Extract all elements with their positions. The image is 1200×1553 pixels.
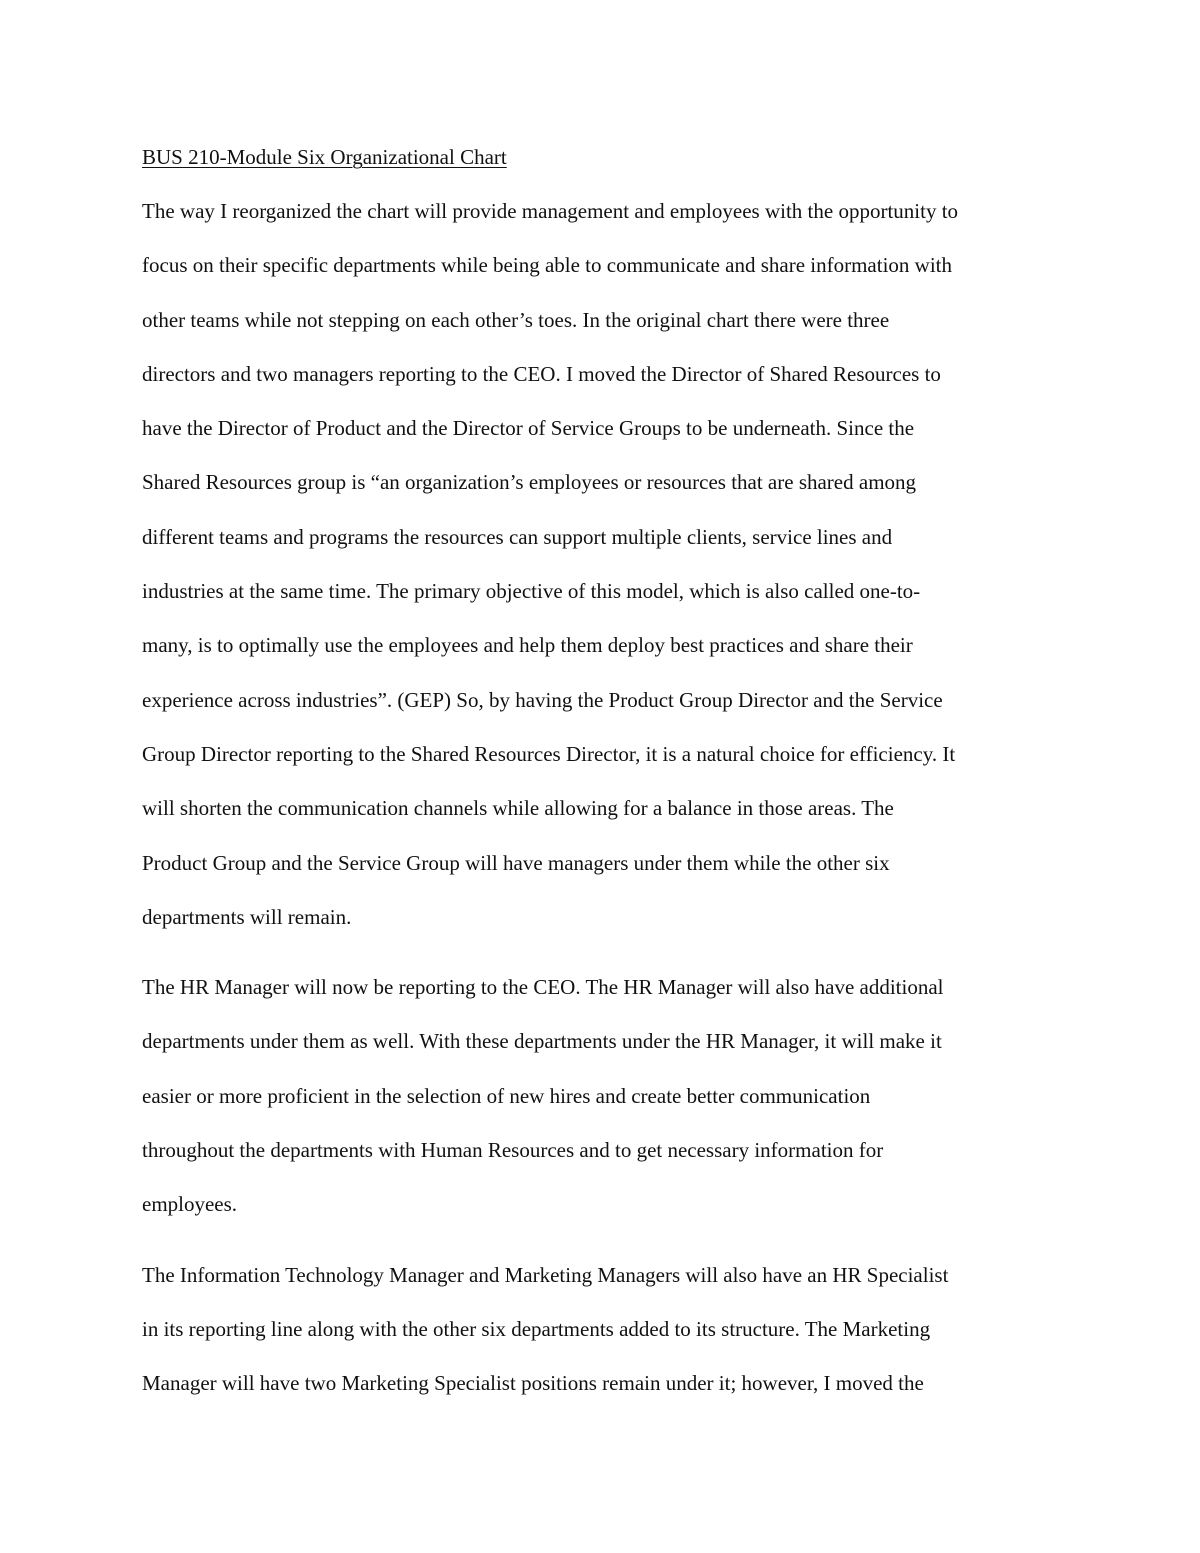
paragraph-line: easier or more proficient in the selection of new hires and create better communication <box>142 1083 871 1108</box>
paragraph-line: industries at the same time. The primary objective of this model, which is also called one-to- <box>142 579 921 604</box>
paragraph-line: focus on their specific departments while being able to communicate and share information with <box>142 253 952 278</box>
paragraph-spacer <box>142 1242 1062 1258</box>
paragraph-line: Shared Resources group is “an organization’s employees or resources that are shared among <box>142 470 917 495</box>
paragraph-line: directors and two managers reporting to the CEO. I moved the Director of Shared Resources to <box>142 361 941 386</box>
paragraph-line: Group Director reporting to the Shared Resources Director, it is a natural choice for efficiency. It <box>142 741 956 766</box>
paragraph-line: different teams and programs the resources can support multiple clients, service lines and <box>142 524 893 549</box>
document-body <box>142 140 1062 1421</box>
paragraph-line: in its reporting line along with the other six departments added to its structure. The Marketing <box>142 1316 931 1341</box>
paragraph-line: The HR Manager will now be reporting to the CEO. The HR Manager will also have additional <box>142 975 944 1000</box>
paragraph-line: will shorten the communication channels while allowing for a balance in those areas. The <box>142 796 894 821</box>
paragraph-1 <box>142 194 1062 954</box>
paragraph-spacer <box>142 954 1062 970</box>
paragraph-line: Product Group and the Service Group will have managers under them while the other six <box>142 850 890 875</box>
paragraph-2 <box>142 970 1062 1241</box>
paragraph-line: departments under them as well. With these departments under the HR Manager, it will make it <box>142 1029 942 1054</box>
paragraph-line: other teams while not stepping on each other’s toes. In the original chart there were three <box>142 307 890 332</box>
paragraph-line: The Information Technology Manager and Marketing Managers will also have an HR Specialist <box>142 1262 949 1287</box>
document-title: BUS 210-Module Six Organizational Chart <box>142 145 507 169</box>
paragraph-line: employees. <box>142 1192 238 1217</box>
paragraph-line: The way I reorganized the chart will provide management and employees with the opportunity to <box>142 199 959 223</box>
paragraph-line: Manager will have two Marketing Specialist positions remain under it; however, I moved the <box>142 1371 924 1396</box>
paragraph-line: experience across industries”. (GEP) So, by having the Product Group Director and the Service <box>142 687 943 712</box>
paragraph-line: many, is to optimally use the employees and help them deploy best practices and share their <box>142 633 913 658</box>
paragraph-line: departments will remain. <box>142 904 352 929</box>
paragraph-line: throughout the departments with Human Resources and to get necessary information for <box>142 1138 884 1163</box>
paragraph-line: have the Director of Product and the Director of Service Groups to be underneath. Since the <box>142 416 915 441</box>
paragraph-3 <box>142 1258 1062 1421</box>
